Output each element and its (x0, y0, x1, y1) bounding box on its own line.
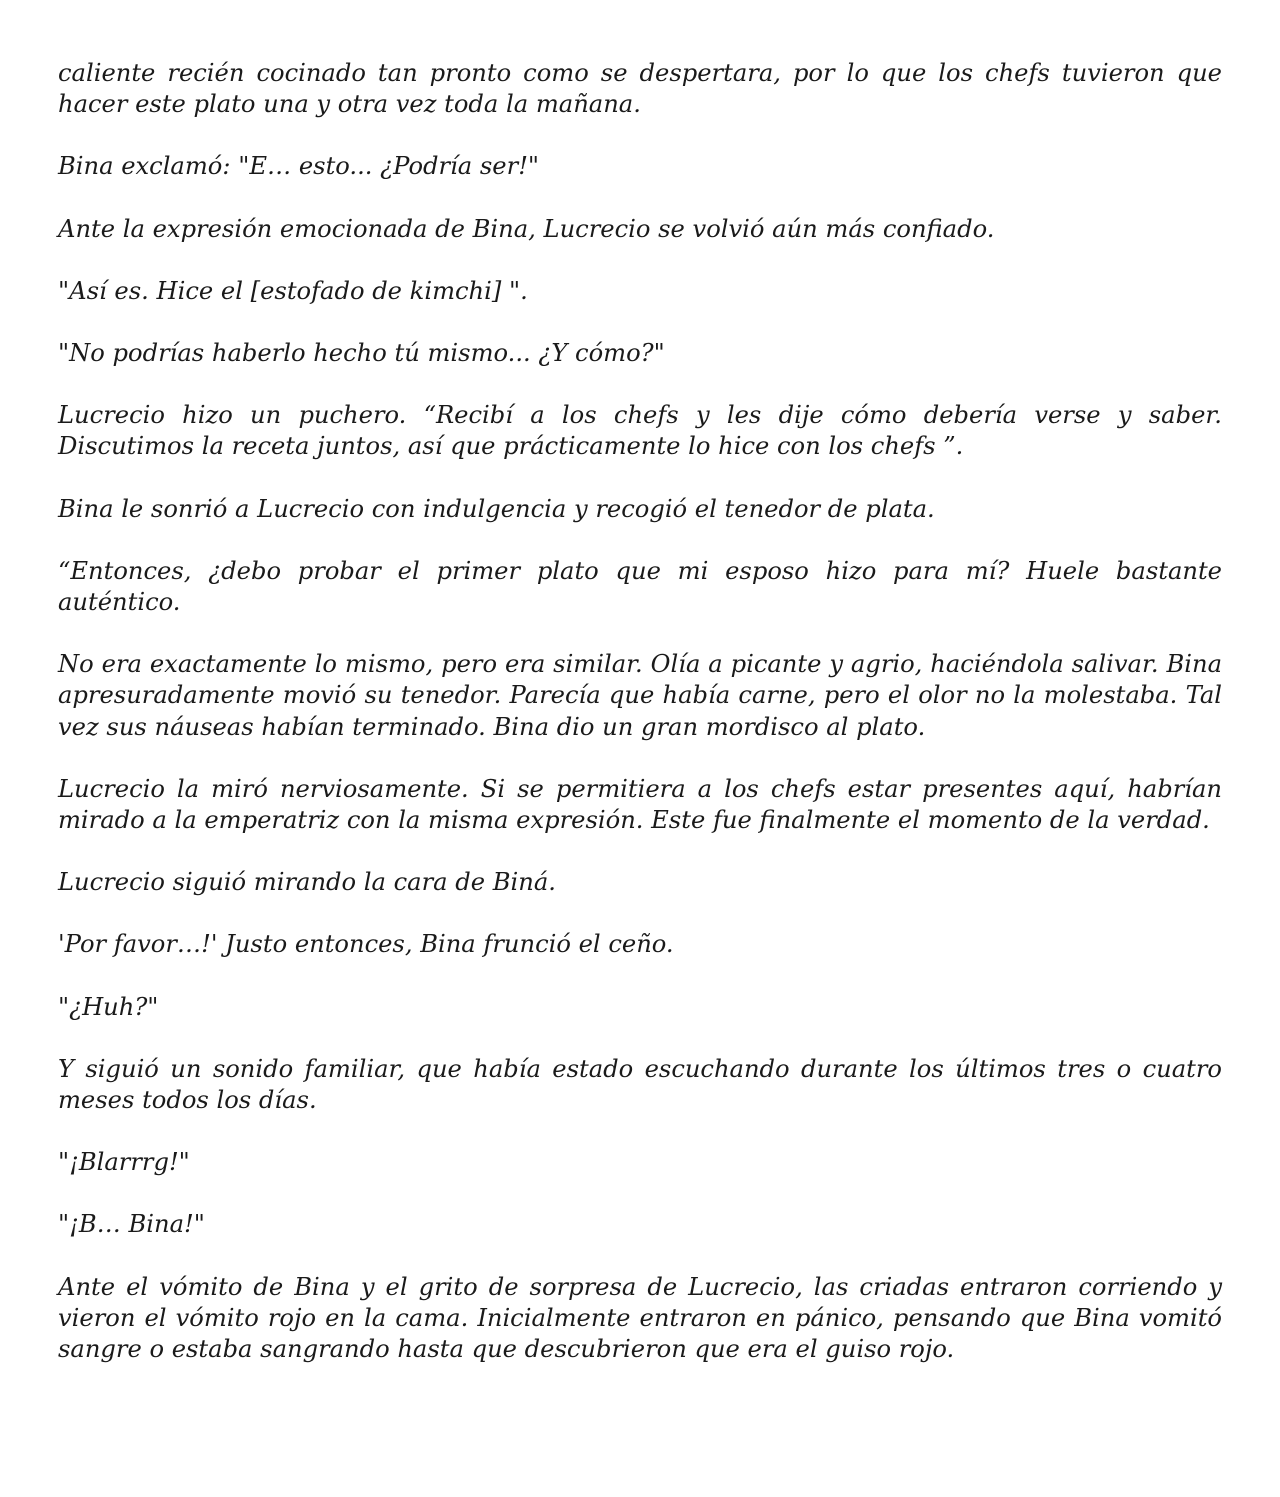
paragraph: "¿Huh?" (58, 992, 159, 1021)
paragraph: “Entonces, ¿debo probar el primer plato que mi esposo hizo para mí? Huele bastante auténtico. (58, 556, 1222, 617)
paragraph: Ante el vómito de Bina y el grito de sorpresa de Lucrecio, las criadas entraron corriendo y vieron el vómito rojo en la cama. Inicialmente entraron en pánico, pensando que Bina vomitó sangre o estaba sangrando hasta que descubrieron que era el guiso rojo. (58, 1272, 1222, 1364)
paragraph: "¡B… Bina!" (58, 1210, 205, 1239)
paragraph: Bina exclamó: "E… esto... ¿Podría ser!" (58, 152, 540, 181)
paragraph: 'Por favor…!' Justo entonces, Bina frunció el ceño. (58, 930, 674, 959)
paragraph: Lucrecio la miró nerviosamente. Si se permitiera a los chefs estar presentes aquí, habrían mirado a la emperatriz con la misma expresión. Este fue finalmente el momento de la verdad. (58, 774, 1222, 835)
paragraph: Ante la expresión emocionada de Bina, Lucrecio se volvió aún más confiado. (58, 214, 995, 243)
paragraph: Lucrecio siguió mirando la cara de Biná. (58, 868, 556, 897)
paragraph: "Así es. Hice el [estofado de kimchi] ". (58, 276, 528, 305)
paragraph: "No podrías haberlo hecho tú mismo... ¿Y cómo?" (58, 339, 665, 368)
paragraph: Bina le sonrió a Lucrecio con indulgencia y recogió el tenedor de plata. (58, 494, 935, 523)
paragraph: caliente recién cocinado tan pronto como se despertara, por lo que los chefs tuvieron que hacer este plato una y otra vez toda la mañana. (58, 59, 1222, 119)
paragraph: Lucrecio hizo un puchero. “Recibí a los chefs y les dije cómo debería verse y saber. Discutimos la receta juntos, así que prácticamente lo hice con los chefs ”. (58, 401, 1222, 461)
paragraph: No era exactamente lo mismo, pero era similar. Olía a picante y agrio, haciéndola salivar. Bina apresuradamente movió su tenedor. Parecía que había carne, pero el olor no la molestaba. Tal vez sus náuseas habían terminado. Bina dio un gran mordisco al plato. (58, 650, 1222, 741)
paragraph: "¡Blarrrg!" (58, 1148, 190, 1177)
paragraph: Y siguió un sonido familiar, que había estado escuchando durante los últimos tres o cuatro meses todos los días. (58, 1054, 1222, 1115)
document-body (58, 58, 1222, 1365)
